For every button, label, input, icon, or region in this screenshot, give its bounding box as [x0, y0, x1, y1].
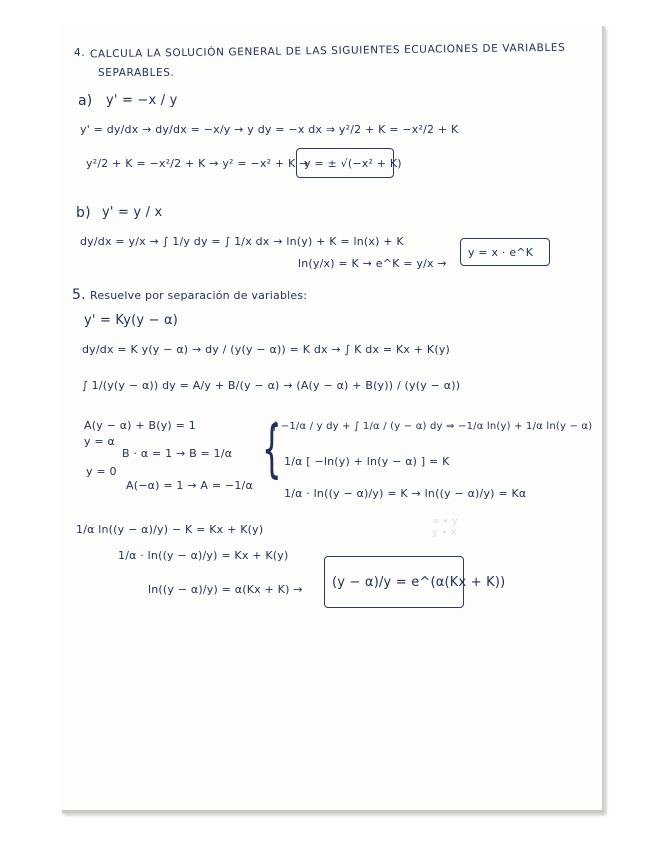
problem4-heading: CALCULA LA SOLUCIÓN GENERAL DE LAS SIGUIENTES ECUACIONES DE VARIABLES [89, 41, 566, 61]
part-a-answer: y = ± √(−x² + K) [304, 157, 402, 170]
final-step3: ln((y − α)/y) = α(Kx + K) → [148, 583, 303, 596]
brace-symbol: { [261, 412, 282, 485]
solve-a: A(−α) = 1 → A = −1/α [126, 479, 253, 492]
problem4-heading-line2: SEPARABLES. [98, 67, 175, 79]
problem5-equation: y' = Ky(y − α) [84, 313, 179, 328]
integral-split: ∫ −1/α / y dy + ∫ 1/α / (y − α) dy ⇒ −1/α ln(y) + 1/α ln(y − α) [272, 421, 593, 432]
log-result: 1/α · ln((y − α)/y) = K → ln((y − α)/y) = Kα [284, 487, 527, 500]
scanned-page [62, 26, 604, 813]
part-a-label: a) [78, 93, 93, 109]
coefficients-equation: A(y − α) + B(y) = 1 [84, 419, 196, 432]
part-b-step1: dy/dx = y/x → ∫ 1/y dy = ∫ 1/x dx → ln(y) + K = ln(x) + K [80, 235, 404, 248]
problem5-step1: dy/dx = K y(y − α) → dy / (y(y − α)) = K dx → ∫ K dx = Kx + K(y) [82, 343, 451, 356]
part-b-answer: y = x · e^K [468, 246, 534, 259]
problem5-number: 5. [72, 287, 86, 303]
part-a-step1: y' = dy/dx → dy/dx = −x/y → y dy = −x dx ⇒ y²/2 + K = −x²/2 + K [80, 123, 459, 136]
part-b-step2: ln(y/x) = K → e^K = y/x → [298, 257, 447, 270]
case-y-alpha: y = α [84, 435, 115, 448]
final-step2: 1/α · ln((y − α)/y) = Kx + K(y) [118, 549, 289, 562]
part-a-step2: y²/2 + K = −x²/2 + K → y² = −x² + K → [86, 157, 309, 170]
part-a-equation: y' = −x / y [106, 93, 178, 108]
part-b-label: b) [76, 205, 91, 221]
bleed-through-marks: ∝ ∙ y y ∙ x [432, 516, 458, 538]
problem5-step2: ∫ 1/(y(y − α)) dy = A/y + B/(y − α) → (A(y − α) + B(y)) / (y(y − α)) [82, 379, 461, 392]
log-combination: 1/α [ −ln(y) + ln(y − α) ] = K [284, 455, 450, 468]
final-answer: (y − α)/y = e^(α(Kx + K)) [332, 575, 506, 590]
problem5-heading: Resuelve por separación de variables: [90, 289, 308, 302]
problem4-number: 4. [74, 47, 86, 59]
final-step1: 1/α ln((y − α)/y) − K = Kx + K(y) [76, 523, 264, 536]
case-y-zero: y = 0 [86, 465, 117, 478]
solve-b: B · α = 1 → B = 1/α [122, 447, 233, 460]
part-b-equation: y' = y / x [102, 205, 163, 220]
